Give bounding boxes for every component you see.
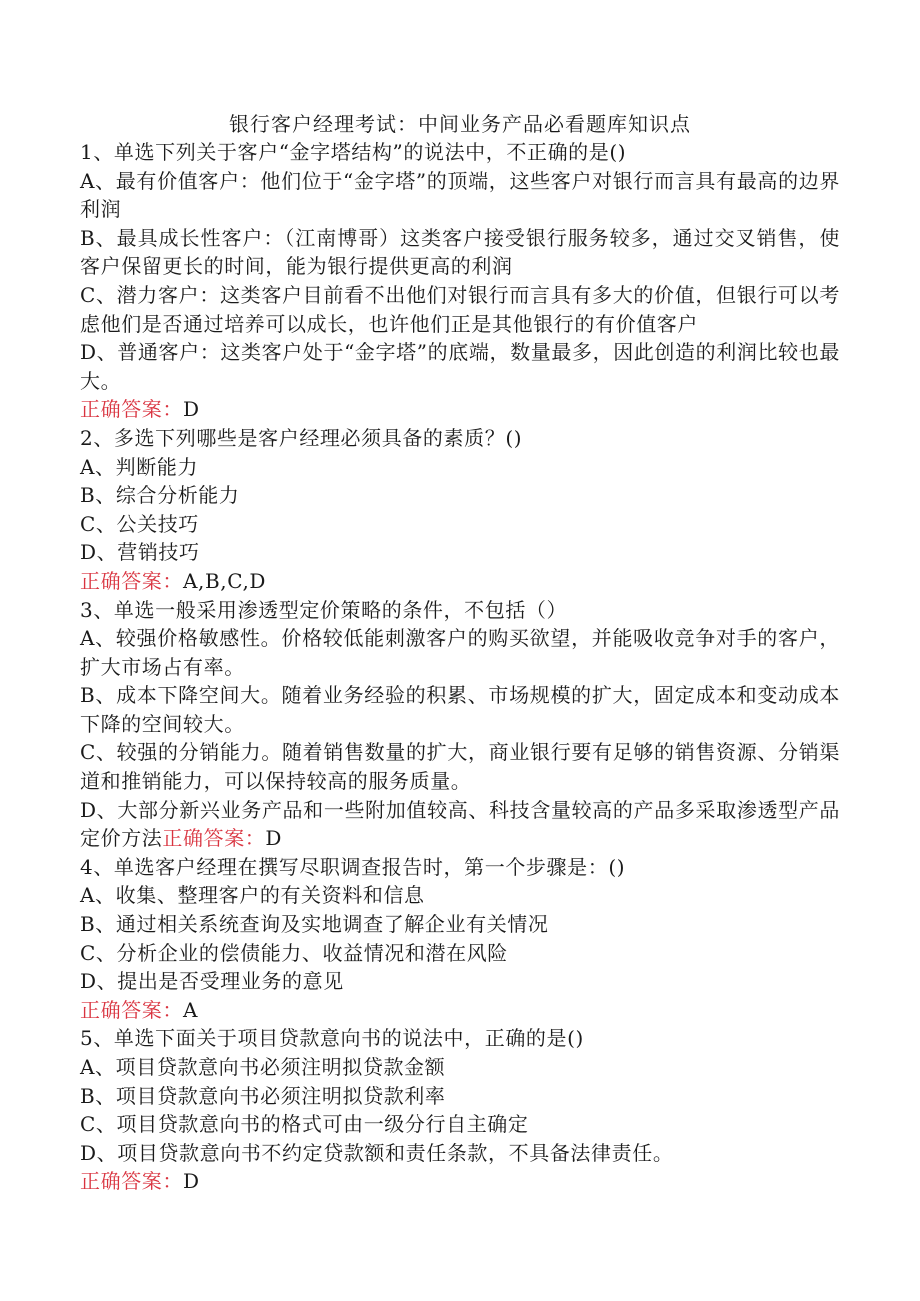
option-b: B、成本下降空间大。随着业务经验的积累、市场规模的扩大，固定成本和变动成本下降的空间较大。	[80, 683, 840, 736]
answer-value: D	[183, 1169, 200, 1194]
option-b: B、通过相关系统查询及实地调查了解企业有关情况	[80, 912, 549, 937]
question-stem: 1、单选下列关于客户“金字塔结构”的说法中，不正确的是()	[80, 140, 627, 164]
answer-label: 正确答案：	[162, 826, 266, 851]
option-b: B、最具成长性客户：（江南博哥）这类客户接受银行服务较多，通过交叉销售，使客户保留更长的时间，能为银行提供更高的利润	[80, 225, 840, 279]
option-b: B、项目贷款意向书必须注明拟贷款利率	[80, 1083, 446, 1108]
answer-value: A,B,C,D	[183, 568, 267, 593]
option-c: C、项目贷款意向书的格式可由一级分行自主确定	[80, 1112, 529, 1137]
option-d: D、营销技巧	[80, 540, 200, 565]
answer-line	[80, 395, 840, 424]
answer-line	[80, 996, 840, 1025]
option-c: C、公关技巧	[80, 511, 199, 536]
question-stem: 4、单选客户经理在撰写尽职调查报告时，第一个步骤是：()	[80, 854, 626, 879]
option-d: D、普通客户：这类客户处于“金字塔”的底端，数量最多，因此创造的利润比较也最大。	[80, 340, 840, 393]
answer-value: D	[265, 826, 283, 851]
option-c: C、分析企业的偿债能力、收益情况和潜在风险	[80, 940, 508, 965]
document-title: 银行客户经理考试：中间业务产品必看题库知识点	[229, 112, 691, 136]
answer-value: A	[183, 997, 199, 1022]
answer-label: 正确答案：	[80, 1169, 183, 1194]
question-2	[80, 424, 840, 596]
answer-label: 正确答案：	[80, 568, 183, 593]
question-list	[80, 138, 840, 1196]
option-a: A、判断能力	[80, 454, 199, 479]
option-b: B、综合分析能力	[80, 483, 240, 508]
question-3	[80, 596, 840, 853]
question-stem: 3、单选一般采用渗透型定价策略的条件，不包括（）	[80, 597, 568, 622]
question-1	[80, 138, 840, 424]
answer-line	[80, 1167, 840, 1196]
option-a: A、项目贷款意向书必须注明拟贷款金额	[80, 1055, 446, 1079]
option-d-with-answer	[80, 796, 840, 853]
option-a: A、收集、整理客户的有关资料和信息	[80, 883, 425, 908]
question-5	[80, 1024, 840, 1196]
answer-label: 正确答案：	[80, 397, 183, 422]
answer-line	[80, 567, 840, 596]
answer-label: 正确答案：	[80, 997, 183, 1022]
option-d: D、大部分新兴业务产品和一些附加值较高、科技含量较高的产品多采取渗透型产品定价方法	[80, 797, 840, 851]
question-stem: 2、多选下列哪些是客户经理必须具备的素质？()	[80, 425, 523, 450]
answer-value: D	[183, 397, 200, 422]
option-d: D、提出是否受理业务的意见	[80, 969, 344, 994]
option-c: C、潜力客户：这类客户目前看不出他们对银行而言具有多大的价值，但银行可以考虑他们是否通过培养可以成长，也许他们正是其他银行的有价值客户	[80, 282, 840, 336]
option-a: A、较强价格敏感性。价格较低能刺激客户的购买欲望，并能吸收竞争对手的客户，扩大市场占有率。	[80, 626, 840, 679]
option-d: D、项目贷款意向书不约定贷款额和责任条款，不具备法律责任。	[80, 1140, 674, 1165]
option-c: C、较强的分销能力。随着销售数量的扩大，商业银行要有足够的销售资源、分销渠道和推销能力，可以保持较高的服务质量。	[80, 740, 840, 794]
question-stem: 5、单选下面关于项目贷款意向书的说法中，正确的是()	[80, 1026, 584, 1051]
option-a: A、最有价值客户：他们位于“金字塔”的顶端，这些客户对银行而言具有最高的边界利润	[80, 168, 840, 222]
question-4	[80, 853, 840, 1025]
